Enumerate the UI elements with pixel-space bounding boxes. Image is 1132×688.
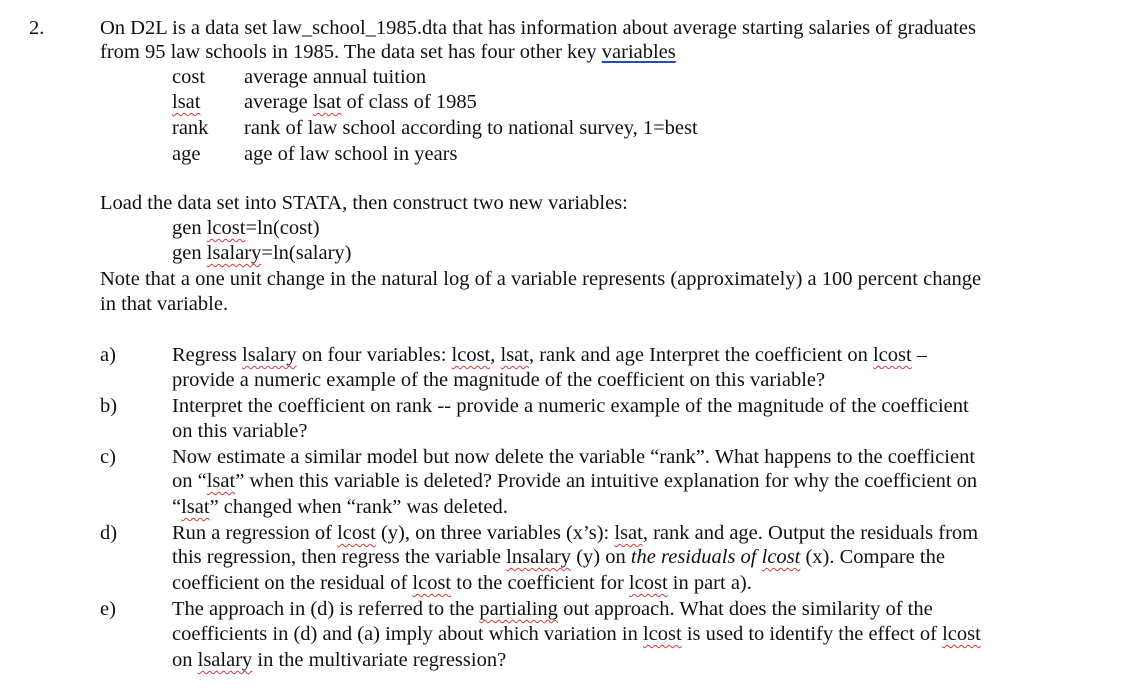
term: lsat (206, 470, 236, 492)
gen-line-lsalary (172, 241, 352, 266)
text: – (911, 344, 928, 366)
text: to the coefficient for (451, 572, 629, 594)
term: partialing (479, 598, 558, 620)
term: lsat (500, 344, 529, 366)
part-c-line-3 (172, 495, 508, 520)
gen-expr: =ln(salary) (261, 242, 352, 264)
text: out approach. What does the similarity of the (557, 598, 933, 620)
var-desc-age: age of law school in years (244, 143, 458, 165)
term: lsat (614, 522, 643, 544)
part-b-label: b) (100, 395, 118, 417)
part-c-line-2 (172, 469, 977, 494)
text: in part a). (667, 572, 752, 594)
text: , rank and age. Output the residuals from (642, 522, 979, 544)
text: coefficient on the residual of (172, 572, 413, 594)
part-c-label: c) (100, 446, 116, 468)
term: lcost (628, 572, 668, 594)
intro-text: from 95 law schools in 1985. The data set has four other key (100, 41, 602, 63)
var-desc-text: average (244, 91, 313, 113)
text: ” changed when “rank” was deleted. (209, 496, 508, 518)
note-line-2: in that variable. (100, 293, 229, 315)
term: lcost (872, 344, 912, 366)
part-a-line-1 (172, 343, 927, 368)
italic-text: the residuals of (630, 546, 762, 568)
text: on (172, 649, 198, 671)
text: this regression, then regress the variable (172, 546, 507, 568)
gen-expr: =ln(cost) (245, 217, 320, 239)
text: (y), on three variables (x’s): (375, 522, 615, 544)
variables-word: variables (601, 41, 676, 63)
term: lsalary (197, 649, 253, 671)
part-c-line-1: Now estimate a similar model but now delete the variable “rank”. What happens to the coefficient (172, 446, 976, 468)
text: “ (172, 496, 182, 518)
question-number: 2. (29, 17, 45, 39)
text: in the multivariate regression? (252, 649, 507, 671)
note-line-1: Note that a one unit change in the natural log of a variable represents (approximately) a 100 percent change (100, 268, 982, 290)
var-desc-cost: average annual tuition (244, 66, 427, 88)
term: lnsalary (506, 546, 572, 568)
load-instruction: Load the data set into STATA, then construct two new variables: (100, 192, 628, 214)
text: on four variables: (296, 344, 452, 366)
part-e-line-2 (172, 622, 981, 647)
var-name-rank: rank (172, 117, 209, 139)
text: coefficients in (d) and (a) imply about which variation in (172, 623, 643, 645)
gen-var: lcost (206, 217, 246, 239)
gen-var: lsalary (206, 242, 262, 264)
term: lcost (412, 572, 452, 594)
text: on “ (172, 470, 207, 492)
var-name-lsat (172, 90, 200, 115)
var-name-cost: cost (172, 66, 206, 88)
text: (y) on (571, 546, 631, 568)
term: lcost (942, 623, 981, 645)
gen-cmd: gen (172, 242, 207, 264)
part-a-label: a) (100, 344, 116, 366)
var-name-lsat-text: lsat (172, 91, 201, 113)
part-e-label: e) (100, 598, 116, 620)
part-a-line-2: provide a numeric example of the magnitude of the coefficient on this variable? (172, 369, 826, 391)
var-desc-lsat (244, 90, 477, 115)
part-d-label: d) (100, 522, 118, 544)
term: lcost (761, 546, 801, 568)
term: lsat (181, 496, 210, 518)
part-b-line-1: Interpret the coefficient on rank -- provide a numeric example of the magnitude of the coefficient (172, 395, 969, 417)
text: , rank and age Interpret the coefficient on (528, 344, 873, 366)
part-b-line-2: on this variable? (172, 420, 308, 442)
intro-line-1: On D2L is a data set law_school_1985.dta that has information about average starting salaries of graduates (100, 17, 976, 39)
text: Run a regression of (172, 522, 338, 544)
intro-line-2 (100, 40, 676, 65)
term: lcost (642, 623, 682, 645)
text: ” when this variable is deleted? Provide an intuitive explanation for why the coefficient on (235, 470, 978, 492)
var-name-age: age (172, 143, 201, 165)
text: The approach in (d) is referred to the (172, 598, 480, 620)
text: is used to identify the effect of (681, 623, 943, 645)
var-desc-lsat-word: lsat (312, 91, 342, 113)
gen-cmd: gen (172, 217, 207, 239)
part-d-line-1 (172, 521, 978, 546)
text: (x). Compare the (800, 546, 945, 568)
part-e-line-1 (172, 597, 933, 622)
var-desc-text: of class of 1985 (341, 91, 477, 113)
term: lcost (451, 344, 491, 366)
text: Regress (172, 344, 243, 366)
var-desc-rank: rank of law school according to national survey, 1=best (244, 117, 698, 139)
part-e-line-3 (172, 648, 506, 673)
term: lcost (337, 522, 376, 544)
gen-line-lcost (172, 216, 320, 241)
term: lsalary (242, 344, 297, 366)
part-d-line-3 (172, 571, 752, 596)
part-d-line-2 (172, 545, 945, 570)
text: , (490, 344, 501, 366)
